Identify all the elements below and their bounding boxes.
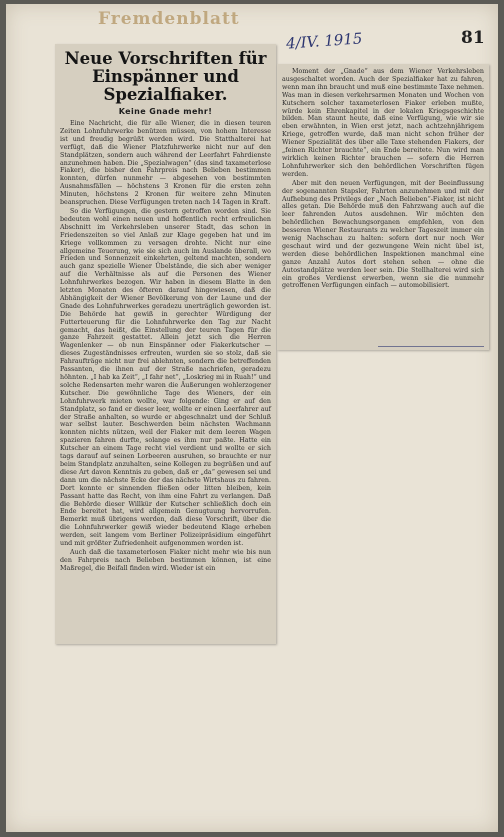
page-number: 81 (461, 28, 485, 48)
hand-underline-mark (378, 346, 484, 347)
article-paragraph: Aber mit den neuen Verfügungen, mit der Beeinflussung der sogenannten Stapsler, Fahrten anzunehmen und mit der Aufhebung des Privilegs der „Nach Belieben“-Fiaker, ist nicht alles getan. Die Behörde muß den Fahrzwang auch auf die leer fahrenden Autos ausdehnen. Wir möchten den behördlichen Bewachungsorganen empfehlen, von den besseren Wiener Restaurants zu welcher Tageszeit immer ein wenig Nachschau zu halten: sofern dort nur noch Wer geschaut wird und der gezwungene Wein nicht übel ist, werden diese behördlichen Inspektionen manchmal eine ganze Anzahl Autos dort stehen sehen — ohne die Autostandplätze werden leer sein. Die Stellhalterei wird sich ein großes Verdienst erwerben, wenn sie die nunmehr getroffenen Verfügungen einfach — automobilisiert. (282, 179, 484, 290)
article-paragraph: Moment der „Gnade“ aus dem Wiener Verkehrsleben ausgeschaltet worden. Auch der Spezialfiaker hat zu fahren, wenn man ihn braucht und muß eine bestimmte Taxe nehmen. Was man in diesen verkehrsarmen Monaten und Wochen von Kutschern solcher taxameterlosen Fiaker erleben mußte, würde kein Ehrenkapitel in der lokalen Kriegsgeschichte bilden. Man staunt heute, daß eine Verfügung, wie wir sie eben erwähnten, in Wien erst jetzt, nach achtzehnjährigem Kriege, getroffen wurde, daß man nicht schon früher der Wiener Spezialität des über alle Taxe stehenden Fiakers, der „feinen Richter brauchte“, ein Ende bereitete. Nun wird man wirklich keinen Richter brauchen — sofern die Herren Lohnfuhrwerker sich den behördlichen Vorschriften fügen werden. (282, 68, 484, 178)
article-subheading: Keine Gnade mehr! (118, 107, 213, 116)
article-paragraph: So die Verfügungen, die gestern getroffen worden sind. Sie bedeuten wohl einen neuen und hoffentlich recht erfreulichen Abschnitt im Verkehrsleben unserer Stadt, das schon in Friedenszeiten so viel Anlaß zur Klage gegeben hat und im Kriege vollkommen zu versagen drohte. Nicht nur eine allgemeine Teuerung, wie sie sich auch im Auslande überall, wo Frieden und Sonnenzeit einkehrten, geltend machten, sondern auch ganz spezielle Wiener Übelstände, die sich aber weniger auf die Verhältnisse als auf die Personen des Wiener Lohnfuhrwerkes bezogen. Wir haben in diesem Blatte in den letzten Monaten des öfteren darauf hingewiesen, daß die Abhängigkeit der Wiener Bevölkerung von der Laune und der Gnade des Lohnfuhrwerkes geradezu unerträglich geworden ist. Die Behörde hat gewiß in gerechter Würdigung der Futterteuerung für die Lohnfuhrwerke den Tag zur Nacht gemacht, das heißt, die Einstellung der teuren Tagen für die ganze Fahrzeit gestattet. Allein jetzt sich die Herren Wagenlenker — ob nun Einspänner oder Fiakerkutscher — dieses Zugeständnisses erfreuten, wurden sie so stolz, daß sie Fahraufträge nicht nur frei ablehnten, sondern die betreffenden Passanten, die ihnen auf der Straße nachriefen, geradezu höhnten. „I hab ka Zeit“, „I fahr net“, „Loskrieg mi in Ruah!“ und solche Redensarten mehr waren die Äußerungen wohlerzogener Kutscher. Die gewöhnliche Tage des Wieners, der ein Lohnfuhrwerk mieten wollte, war folgende: Ging er auf den Standplatz, so fand er dieser leer, wollte er einen Leerfahrer auf der Straße anhalten, so wurde er abgeschnalzt und der Schluß war selbst lauter. Beschwerden beim nächsten Wachmann konnten nichts nützen, weil der Fiaker mit dem leeren Wagen spazieren fahren durfte, solange es ihm nur paßte. Hatte ein Kutscher an einem Tage recht viel verdient und wollte er sich tags darauf auf seinen Lorbeeren ausruhen, so brauchte er nur beim Standplatz anzuhalten, seine Kollegen zu begrüßen und auf diese Art davon Kenntnis zu geben, daß er „da“ gewesen sei und dann um die nächste Ecke der das nächste Wirtshaus zu fahren. Dort konnte er sinnenden fließen oder litten bleiben, kein Passant hatte das Recht, von ihm eine Fahrt zu verlangen. Daß die Behörde dieser Willkür der Kutscher schließlich doch ein Ende bereitet hat, wird allgemein Genugtuung hervorrufen. Bemerkt muß übrigens werden, daß diese Vorschrift, über die die Lohnfuhrwerker gewiß wieder bedeutend Klage erheben werden, seit langem vom Berliner Polizeipräsidium eingeführt und mit größter Zufriedenheit aufgenommen worden ist. (60, 207, 271, 548)
article-headline: Neue Vorschriften für Einspänner und Spezialfiaker. (64, 49, 267, 104)
newspaper-clipping-main (55, 44, 276, 644)
article-paragraph: Auch daß die taxameterlosen Fiaker nicht mehr wie bis nun den Fahrpreis nach Belieben bestimmen können, ist eine Maßregel, die Beifall finden wird. Wieder ist ein (60, 548, 271, 572)
article-paragraph: Eine Nachricht, die für alle Wiener, die in diesen teuren Zeiten Lohnfuhrwerke benützen müssen, von hohem Interesse ist und freudig begrüßt werden wird. Die Statthalterei hat verfügt, daß die Wiener Platzfuhrwerke nicht nur auf den Standplätzen, sondern auch während der Leerfahrt Fahrdienste anzunehmen haben. Die „Spezialwagen“ (das sind taxameterlose Fiaker), die bisher den Fahrpreis nach Belieben bestimmen konnten, dürfen nunmehr — abgesehen von bestimmten Ausnahmsfällen — höchstens 3 Kronen für die ersten zehn Minuten, höchstens 2 Kronen für weitere zehn Minuten beanspruchen. Diese Verfügungen treten nach 14 Tagen in Kraft. (60, 120, 271, 207)
handwritten-date: 4/IV. 1915 (285, 29, 363, 53)
newspaper-stamp: Fremdenblatt (98, 9, 240, 29)
newspaper-clipping-continuation (277, 64, 489, 350)
